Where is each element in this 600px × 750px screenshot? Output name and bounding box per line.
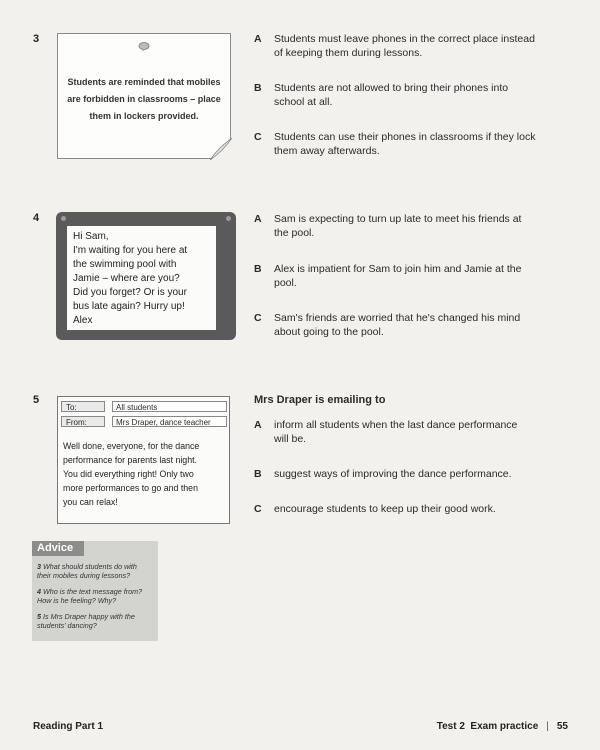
option-line: suggest ways of improving the dance performance. — [274, 468, 512, 480]
option-letter: C — [254, 312, 262, 324]
question-number-3: 3 — [33, 33, 40, 45]
option-line: will be. — [274, 433, 307, 445]
footer-separator: | — [546, 721, 549, 732]
tip-number: 4 — [37, 587, 41, 596]
option-line: about going to the pool. — [274, 326, 384, 338]
advice-box — [32, 541, 158, 641]
message-line: the swimming pool with — [73, 259, 177, 270]
tip-line: What should students do with — [43, 562, 137, 571]
phone-frame — [56, 212, 236, 340]
page-number: 55 — [556, 721, 568, 732]
pin-icon — [138, 42, 150, 52]
email-to-label: To: — [61, 401, 105, 412]
footer-test-label — [437, 721, 568, 732]
option-letter: C — [254, 131, 262, 143]
page-curl-icon — [210, 138, 232, 160]
option-5c[interactable] — [254, 502, 554, 516]
option-letter: B — [254, 263, 262, 275]
tip-line: Who is the text message from? — [43, 587, 143, 596]
option-letter: A — [254, 33, 262, 45]
option-letter: C — [254, 503, 262, 515]
phone-camera-icon — [61, 216, 66, 221]
text-message — [67, 226, 216, 330]
option-line: encourage students to keep up their good work. — [274, 503, 496, 515]
message-line: Did you forget? Or is your — [73, 287, 187, 298]
option-line: pool. — [274, 277, 297, 289]
tip-number: 3 — [37, 562, 41, 571]
option-3b[interactable] — [254, 81, 554, 109]
footer-test-title: Test 2 Exam practice — [436, 721, 539, 732]
message-line: Alex — [73, 315, 93, 326]
advice-tip-4 — [37, 587, 142, 605]
option-letter: A — [254, 213, 262, 225]
question-stem: Mrs Draper is emailing to — [254, 394, 386, 406]
email-line: more performances to go and then — [63, 483, 198, 493]
email-from-value: Mrs Draper, dance teacher — [112, 416, 227, 427]
footer-section-label: Reading Part 1 — [33, 721, 104, 732]
tip-number: 5 — [37, 612, 41, 621]
option-line: Sam is expecting to turn up late to meet his friends at — [274, 213, 522, 225]
notice-card — [57, 33, 231, 159]
option-line: of keeping them during lessons. — [274, 47, 423, 59]
advice-tip-3 — [37, 562, 137, 580]
email-line: Well done, everyone, for the dance — [63, 441, 200, 451]
message-line: Hi Sam, — [73, 231, 109, 242]
tip-line: Is Mrs Draper happy with the — [43, 612, 135, 621]
email-from-label: From: — [61, 416, 105, 427]
question-number-4: 4 — [33, 212, 40, 224]
option-letter: A — [254, 419, 262, 431]
option-3c[interactable] — [254, 130, 554, 158]
message-line: I'm waiting for you here at — [73, 245, 188, 256]
email-to-value: All students — [112, 401, 227, 412]
notice-text: Students are reminded that mobiles are forbidden in classrooms – place them in lockers provided. — [67, 77, 221, 121]
option-letter: B — [254, 82, 262, 94]
tip-line: How is he feeling? Why? — [37, 596, 117, 605]
option-line: them away afterwards. — [274, 145, 380, 157]
message-line: bus late again? Hurry up! — [73, 301, 185, 312]
option-line: inform all students when the last dance performance — [274, 419, 518, 431]
email-line: you can relax! — [63, 497, 118, 507]
option-5b[interactable] — [254, 467, 554, 481]
option-4c[interactable] — [254, 311, 554, 339]
advice-tip-5 — [37, 612, 135, 630]
option-letter: B — [254, 468, 262, 480]
option-line: Students can use their phones in classrooms if they lock — [274, 131, 536, 143]
option-line: Sam's friends are worried that he's changed his mind — [274, 312, 521, 324]
email-line: performance for parents last night. — [63, 455, 197, 465]
email-body — [63, 439, 223, 509]
tip-line: their mobiles during lessons? — [37, 571, 131, 580]
question-number-5: 5 — [33, 394, 40, 406]
option-line: Students are not allowed to bring their phones into — [274, 82, 509, 94]
option-3a[interactable] — [254, 32, 554, 60]
option-5a[interactable] — [254, 418, 554, 446]
message-line: Jamie – where are you? — [73, 273, 180, 284]
option-line: the pool. — [274, 227, 315, 239]
option-line: Students must leave phones in the correct place instead — [274, 33, 535, 45]
advice-title: Advice — [32, 541, 84, 556]
tip-line: students' dancing? — [37, 621, 97, 630]
email-line: You did everything right! Only two — [63, 469, 194, 479]
phone-camera-icon — [226, 216, 231, 221]
option-4a[interactable] — [254, 212, 554, 240]
email-card — [57, 396, 230, 524]
option-line: school at all. — [274, 96, 333, 108]
option-4b[interactable] — [254, 262, 554, 290]
option-line: Alex is impatient for Sam to join him and Jamie at the — [274, 263, 522, 275]
